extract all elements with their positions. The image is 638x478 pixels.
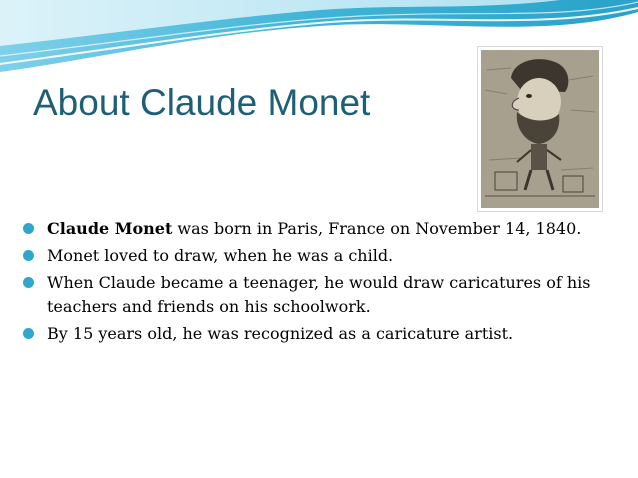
bullet-item-childhood	[22, 244, 622, 268]
portrait-icon	[481, 50, 599, 208]
bullet-list	[22, 217, 622, 349]
bold-text: Claude Monet	[47, 219, 173, 238]
bullet-text: was born in Paris, France on November 14, 1840.	[172, 219, 582, 238]
bullet-item-birth	[22, 217, 622, 241]
bullet-item-caricature-artist	[22, 322, 622, 346]
bullet-icon	[23, 250, 34, 261]
slide-title: About Claude Monet	[33, 82, 371, 123]
bullet-icon	[23, 223, 34, 234]
bullet-text: By 15 years old, he was recognized as a caricature artist.	[47, 324, 514, 343]
bullet-item-teenager	[22, 271, 622, 319]
bullet-text: When Claude became a teenager, he would draw caricatures of his teachers and friends on his schoolwork.	[47, 273, 591, 316]
bullet-icon	[23, 328, 34, 339]
bullet-text: Monet loved to draw, when he was a child.	[47, 246, 394, 265]
portrait-image	[478, 47, 602, 211]
bullet-icon	[23, 277, 34, 288]
